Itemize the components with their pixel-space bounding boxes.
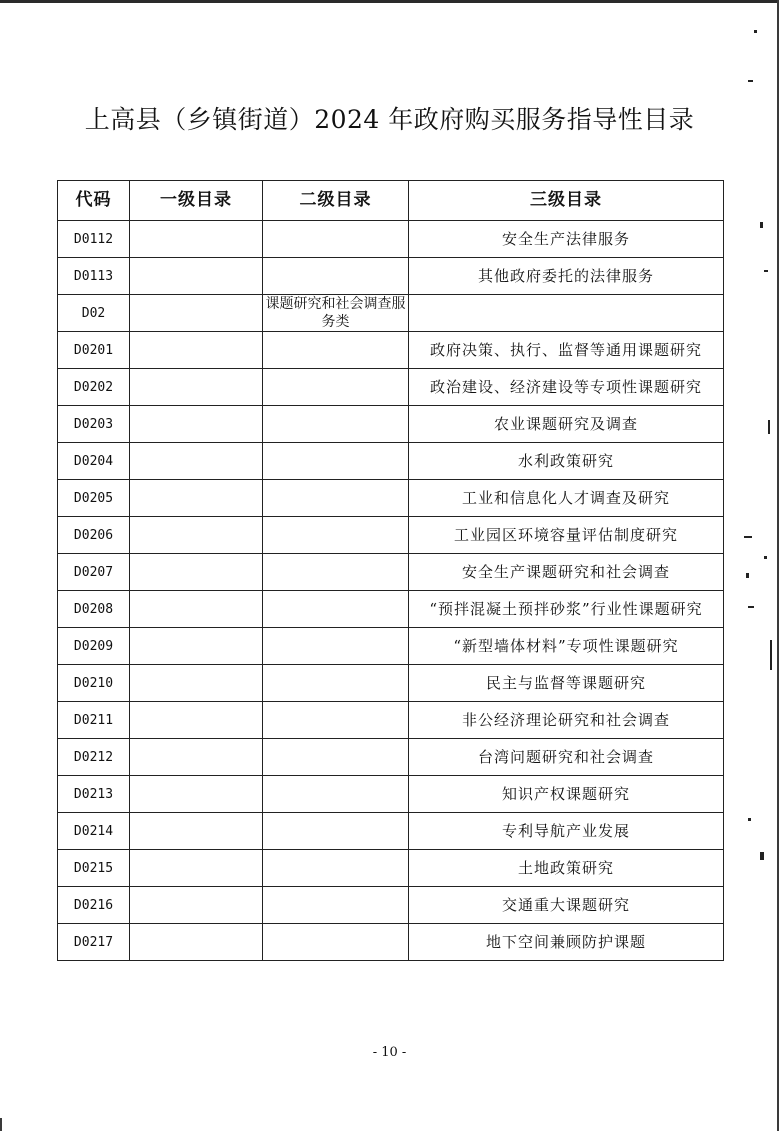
table-row — [58, 887, 724, 924]
cell-level2 — [263, 406, 409, 443]
cell-level3: 专利导航产业发展 — [409, 813, 724, 850]
cell-code: D0202 — [58, 369, 130, 406]
cell-code: D0112 — [58, 221, 130, 258]
header-level3: 三级目录 — [409, 181, 724, 221]
cell-level1 — [130, 628, 263, 665]
cell-level2 — [263, 517, 409, 554]
cell-level2 — [263, 665, 409, 702]
table-row — [58, 517, 724, 554]
table-row — [58, 591, 724, 628]
cell-code: D0215 — [58, 850, 130, 887]
cell-code: D0205 — [58, 480, 130, 517]
cell-code: D0206 — [58, 517, 130, 554]
cell-code: D0204 — [58, 443, 130, 480]
cell-level3: 交通重大课题研究 — [409, 887, 724, 924]
scan-speck — [748, 818, 751, 821]
cell-level1 — [130, 665, 263, 702]
header-code: 代码 — [58, 181, 130, 221]
table-header-row — [58, 181, 724, 221]
cell-level1 — [130, 702, 263, 739]
cell-level3: “预拌混凝土预拌砂浆”行业性课题研究 — [409, 591, 724, 628]
cell-level1 — [130, 406, 263, 443]
cell-level3 — [409, 295, 724, 332]
cell-code: D0209 — [58, 628, 130, 665]
scan-speck — [764, 556, 767, 559]
cell-level2 — [263, 924, 409, 961]
cell-level1 — [130, 850, 263, 887]
cell-level1 — [130, 813, 263, 850]
scan-edge-bottom-left — [0, 1118, 2, 1131]
cell-level3: 农业课题研究及调查 — [409, 406, 724, 443]
cell-code: D0212 — [58, 739, 130, 776]
cell-level1 — [130, 480, 263, 517]
cell-level3: 台湾问题研究和社会调查 — [409, 739, 724, 776]
scan-speck — [754, 30, 757, 33]
table-row — [58, 295, 724, 332]
scan-speck — [746, 573, 749, 578]
cell-level2 — [263, 258, 409, 295]
cell-level3: “新型墙体材料”专项性课题研究 — [409, 628, 724, 665]
cell-code: D0217 — [58, 924, 130, 961]
cell-level3: 土地政策研究 — [409, 850, 724, 887]
cell-level1 — [130, 554, 263, 591]
cell-level1 — [130, 517, 263, 554]
table-row — [58, 924, 724, 961]
cell-code: D0216 — [58, 887, 130, 924]
table-row — [58, 628, 724, 665]
scan-speck — [760, 852, 764, 860]
cell-code: D02 — [58, 295, 130, 332]
cell-code: D0213 — [58, 776, 130, 813]
cell-code: D0201 — [58, 332, 130, 369]
table-row — [58, 332, 724, 369]
cell-level2 — [263, 443, 409, 480]
cell-level1 — [130, 295, 263, 332]
cell-level3: 安全生产法律服务 — [409, 221, 724, 258]
scan-speck — [770, 640, 772, 670]
table-row — [58, 776, 724, 813]
cell-level2 — [263, 554, 409, 591]
cell-level1 — [130, 739, 263, 776]
cell-level2 — [263, 369, 409, 406]
cell-level3: 非公经济理论研究和社会调查 — [409, 702, 724, 739]
cell-level1 — [130, 776, 263, 813]
cell-level2 — [263, 221, 409, 258]
cell-code: D0210 — [58, 665, 130, 702]
scan-speck — [748, 606, 754, 608]
cell-level3: 政府决策、执行、监督等通用课题研究 — [409, 332, 724, 369]
header-level2: 二级目录 — [263, 181, 409, 221]
cell-level2 — [263, 850, 409, 887]
table-row — [58, 221, 724, 258]
cell-level3: 地下空间兼顾防护课题 — [409, 924, 724, 961]
cell-level3: 其他政府委托的法律服务 — [409, 258, 724, 295]
cell-code: D0203 — [58, 406, 130, 443]
cell-level1 — [130, 258, 263, 295]
table-row — [58, 258, 724, 295]
cell-level3: 民主与监督等课题研究 — [409, 665, 724, 702]
cell-level1 — [130, 369, 263, 406]
scan-speck — [764, 270, 768, 272]
cell-code: D0207 — [58, 554, 130, 591]
cell-level3: 水利政策研究 — [409, 443, 724, 480]
table-row — [58, 554, 724, 591]
catalog-table — [57, 180, 724, 961]
table-row — [58, 443, 724, 480]
cell-level2 — [263, 702, 409, 739]
cell-code: D0208 — [58, 591, 130, 628]
scan-speck — [768, 420, 770, 434]
cell-level3: 政治建设、经济建设等专项性课题研究 — [409, 369, 724, 406]
cell-level3: 安全生产课题研究和社会调查 — [409, 554, 724, 591]
cell-level2 — [263, 887, 409, 924]
cell-level3: 工业园区环境容量评估制度研究 — [409, 517, 724, 554]
table-row — [58, 665, 724, 702]
cell-level2 — [263, 813, 409, 850]
cell-level2 — [263, 628, 409, 665]
cell-code: D0214 — [58, 813, 130, 850]
table-row — [58, 369, 724, 406]
cell-level3: 工业和信息化人才调查及研究 — [409, 480, 724, 517]
cell-level2 — [263, 739, 409, 776]
table-row — [58, 702, 724, 739]
cell-code: D0211 — [58, 702, 130, 739]
cell-level2 — [263, 480, 409, 517]
table-row — [58, 406, 724, 443]
cell-level1 — [130, 887, 263, 924]
table-row — [58, 739, 724, 776]
scan-speck — [760, 222, 763, 228]
cell-level2 — [263, 591, 409, 628]
scan-speck — [748, 80, 753, 82]
cell-code: D0113 — [58, 258, 130, 295]
table-row — [58, 850, 724, 887]
table-row — [58, 813, 724, 850]
cell-level1 — [130, 221, 263, 258]
table-row — [58, 480, 724, 517]
cell-level1 — [130, 591, 263, 628]
cell-level1 — [130, 443, 263, 480]
cell-level1 — [130, 924, 263, 961]
cell-level1 — [130, 332, 263, 369]
header-level1: 一级目录 — [130, 181, 263, 221]
scan-edge-top — [0, 0, 779, 3]
scan-speck — [744, 536, 752, 538]
cell-level2 — [263, 776, 409, 813]
page-number: - 10 - — [372, 1045, 407, 1060]
document-title: 上高县（乡镇街道）2024 年政府购买服务指导性目录 — [84, 105, 695, 134]
cell-level2 — [263, 332, 409, 369]
cell-level2: 课题研究和社会调查服务类 — [263, 295, 409, 332]
cell-level3: 知识产权课题研究 — [409, 776, 724, 813]
